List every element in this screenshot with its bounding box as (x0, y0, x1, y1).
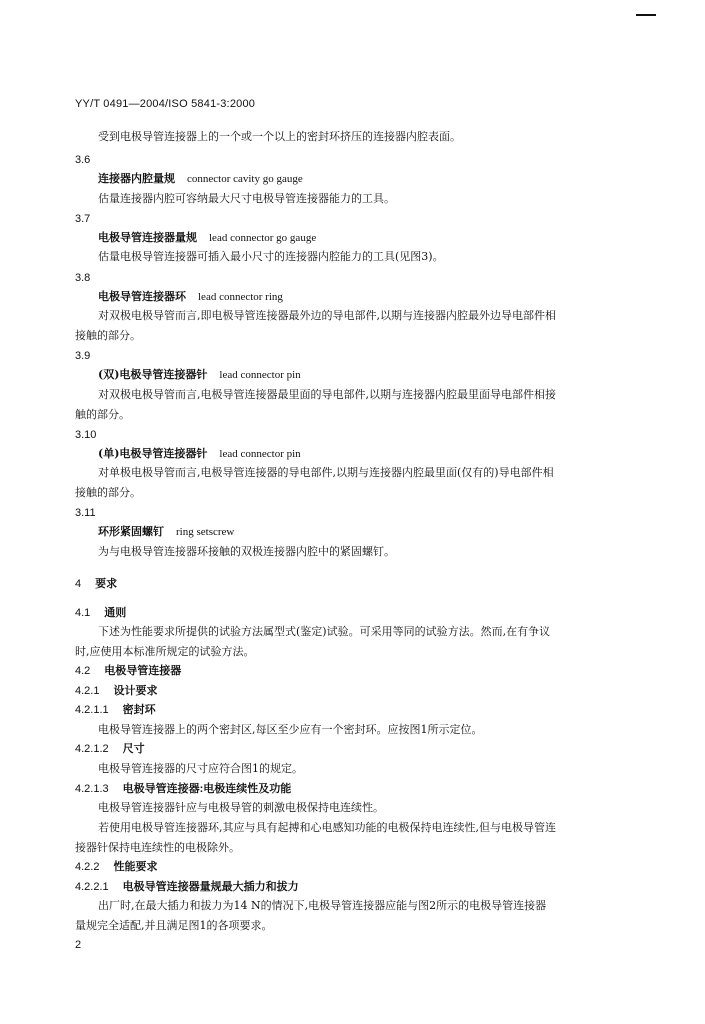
term-en: lead connector pin (219, 369, 301, 381)
term-3-10 (98, 447, 301, 461)
continuation-line: 受到电极导管连接器上的一个或一个以上的密封环挤压的连接器内腔表面。 (98, 130, 461, 143)
section-heading-4-2-1-1: 4.2.1.1 密封环 (75, 704, 156, 716)
term-cn: 电极导管连接器量规 (98, 231, 197, 244)
definition-3-9-line-2: 触的部分。 (75, 408, 130, 421)
term-cn: (双)电极导管连接器针 (98, 368, 208, 381)
definition-3-9-line-1: 对双极电极导管而言,电极导管连接器最里面的导电部件,以期与连接器内腔最里面导电部件相接 (98, 388, 556, 401)
term-en: ring setscrew (176, 526, 235, 538)
definition-3-8-line-1: 对双极电极导管而言,即电极导管连接器最外边的导电部件,以期与连接器内腔最外边导电部件相 (98, 309, 556, 322)
section-heading-4-2-2: 4.2.2 性能要求 (75, 861, 158, 873)
clause-number-3-9: 3.9 (75, 350, 91, 362)
section-heading-4: 4 要求 (75, 578, 118, 590)
term-en: lead connector pin (219, 448, 301, 460)
section-heading-4-2-1-3: 4.2.1.3 电极导管连接器:电极连续性及功能 (75, 783, 292, 795)
clause-number-3-11: 3.11 (75, 507, 96, 519)
term-cn: 电极导管连接器环 (98, 290, 186, 303)
page-number: 2 (75, 939, 82, 951)
section-heading-4-2-1-2: 4.2.1.2 尺寸 (75, 743, 145, 755)
term-3-6 (98, 172, 303, 186)
corner-dash (636, 14, 656, 16)
paragraph-4-2-2-1-line-1: 出厂时,在最大插力和拔力为14 N的情况下,电极导管连接器应能与图2所示的电极导管连接器 (98, 899, 547, 912)
definition-3-7: 估量电极导管连接器可插入最小尺寸的连接器内腔能力的工具(见图3)。 (98, 250, 444, 263)
paragraph-4-1-line-1: 下述为性能要求所提供的试验方法属型式(鉴定)试验。可采用等同的试验方法。然而,在有争议 (98, 625, 551, 638)
definition-3-6: 估量连接器内腔可容纳最大尺寸电极导管连接器能力的工具。 (98, 192, 395, 205)
term-en: connector cavity go gauge (187, 173, 303, 185)
clause-number-3-7: 3.7 (75, 213, 91, 225)
term-en: lead connector ring (198, 291, 283, 303)
term-3-11 (98, 525, 234, 539)
clause-number-3-6: 3.6 (75, 154, 91, 166)
paragraph-4-2-1-1: 电极导管连接器上的两个密封区,每区至少应有一个密封环。应按图1所示定位。 (98, 723, 483, 736)
definition-3-10-line-2: 接触的部分。 (75, 486, 141, 499)
paragraph-4-2-1-3-line-2: 若使用电极导管连接器环,其应与具有起搏和心电感知功能的电极保持电连续性,但与电极导管连 (98, 821, 556, 834)
definition-3-10-line-1: 对单极电极导管而言,电极导管连接器的导电部件,以期与连接器内腔最里面(仅有的)导电部件相 (98, 466, 554, 479)
paragraph-4-2-1-3-line-3: 接器针保持电连续性的电极除外。 (75, 841, 240, 854)
clause-number-3-8: 3.8 (75, 272, 91, 284)
term-cn: (单)电极导管连接器针 (98, 447, 208, 460)
term-3-9 (98, 368, 301, 382)
term-en: lead connector go gauge (209, 232, 317, 244)
paragraph-4-2-1-2: 电极导管连接器的尺寸应符合图1的规定。 (98, 762, 303, 775)
paragraph-4-2-1-3-line-1: 电极导管连接器针应与电极导管的刺激电极保持电连续性。 (98, 801, 384, 814)
definition-3-11: 为与电极导管连接器环接触的双极连接器内腔中的紧固螺钉。 (98, 545, 395, 558)
document-code: YY/T 0491—2004/ISO 5841-3:2000 (75, 98, 256, 110)
section-heading-4-2: 4.2 电极导管连接器 (75, 665, 182, 677)
paragraph-4-2-2-1-line-2: 量规完全适配,并且满足图1的各项要求。 (75, 919, 273, 932)
section-heading-4-2-1: 4.2.1 设计要求 (75, 685, 158, 697)
term-cn: 环形紧固螺钉 (98, 525, 164, 538)
definition-3-8-line-2: 接触的部分。 (75, 329, 141, 342)
term-cn: 连接器内腔量规 (98, 172, 175, 185)
section-heading-4-2-2-1: 4.2.2.1 电极导管连接器量规最大插力和拔力 (75, 881, 299, 893)
term-3-7 (98, 231, 316, 245)
clause-number-3-10: 3.10 (75, 429, 97, 441)
term-3-8 (98, 290, 283, 304)
section-heading-4-1: 4.1 通则 (75, 607, 127, 619)
paragraph-4-1-line-2: 时,应使用本标准所规定的试验方法。 (75, 645, 255, 658)
